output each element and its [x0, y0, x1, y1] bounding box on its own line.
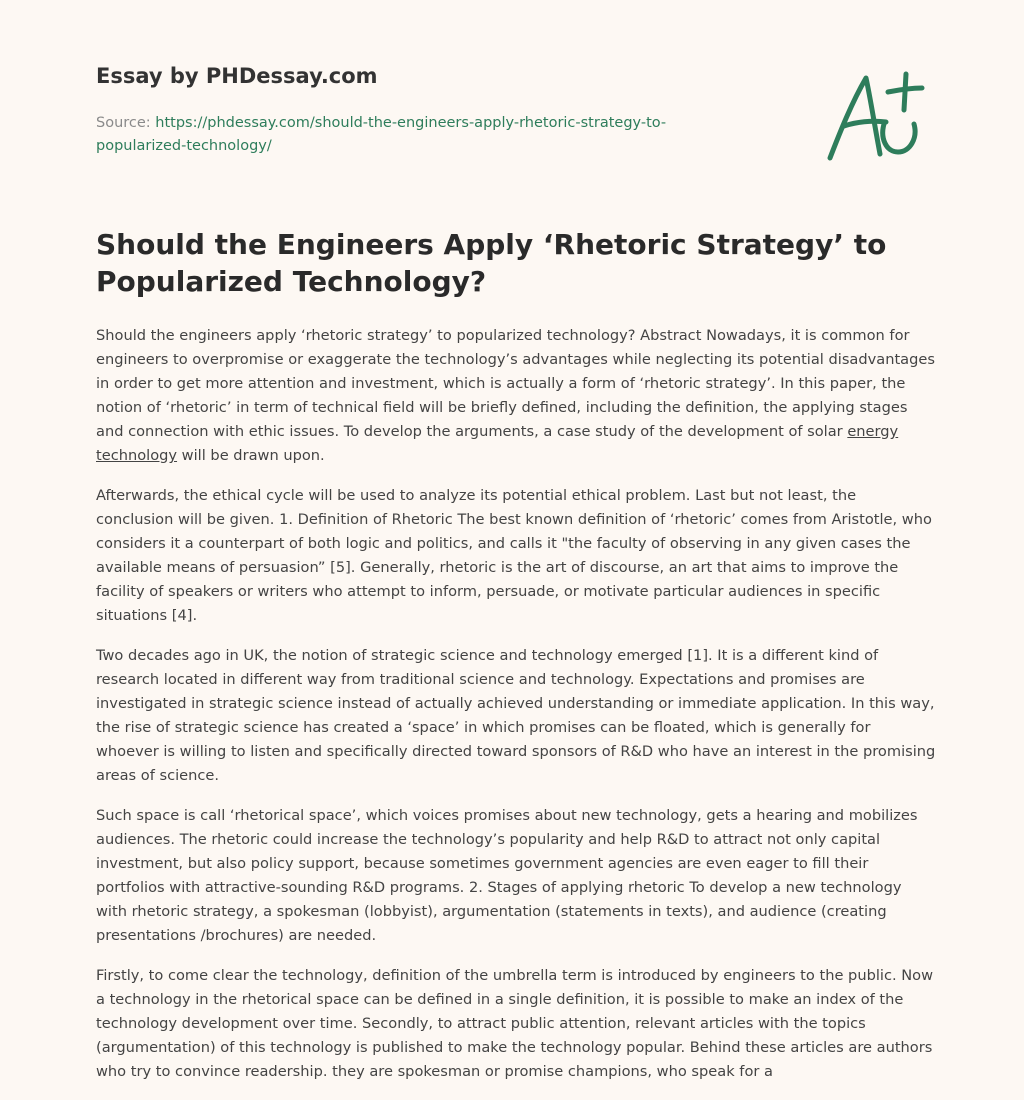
paragraph-5: Firstly, to come clear the technology, definition of the umbrella term is introduced by engineers to the public. Now a technology in the rhetorical space can be defined in a single definition, it is possible to make an index of the technology development over time. Secondly, to attract public attention, relevant articles with the topics (argumentation) of this technology is published to make the technology popular. Behind these articles are authors who try to convince readership. they are spokesman or promise champions, who speak for a — [96, 967, 934, 1080]
paragraph-2: Afterwards, the ethical cycle will be used to analyze its potential ethical problem. Last but not least, the conclusion will be given. 1. Definition of Rhetoric The best known definition of ‘rhetoric’ comes from Aristotle, who considers it a counterpart of both logic and politics, and calls it "the faculty of observing in any given cases the available means of persuasion” [5]. Generally, rhetoric is the art of discourse, an art that aims to improve the facility of speakers or writers who attempt to inform, persuade, or motivate particular audiences in specific situations [4]. — [96, 487, 932, 624]
source-label: Source: — [96, 115, 151, 131]
paragraph-1-text-before: Should the engineers apply ‘rhetoric strategy’ to popularized technology? Abstract Nowadays, it is common for engineers to overpromise or exaggerate the technology’s advantages while neglecting its potential disadvantages in order to get more attention and investment, which is actually a form of ‘rhetoric strategy’. In this paper, the notion of ‘rhetoric’ in term of technical field will be briefly defined, including the definition, the applying stages and connection with ethic issues. To develop the arguments, a case study of the development of solar — [96, 327, 935, 440]
article-body — [96, 324, 936, 1100]
article-title: Should the Engineers Apply ‘Rhetoric Strategy’ to Popularized Technology? — [96, 228, 887, 298]
paragraph-3: Two decades ago in UK, the notion of strategic science and technology emerged [1]. It is a different kind of research located in different way from traditional science and technology. Expectations and promises are investigated in strategic science instead of actually achieved understanding or immediate application. In this way, the rise of strategic science has created a ‘space’ in which promises can be floated, which is generally for whoever is willing to listen and specifically directed toward sponsors of R&D who have an interest in the promising areas of science. — [96, 647, 936, 784]
paragraph-4: Such space is call ‘rhetorical space’, which voices promises about new technology, gets a hearing and mobilizes audiences. The rhetoric could increase the technology’s popularity and help R&D to attract not only capital investment, but also policy support, because sometimes government agencies are even eager to fill their portfolios with attractive-sounding R&D programs. 2. Stages of applying rhetoric To develop a new technology with rhetoric strategy, a spokesman (lobbyist), argumentation (statements in texts), and audience (creating presentations /brochures) are needed. — [96, 807, 918, 944]
energy-technology-link[interactable]: energy technology — [96, 423, 899, 464]
a-plus-grade-icon — [822, 66, 932, 166]
source-link-line-1: https://phdessay.com/should-the-engineers-apply-rhetoric-strategy-to- — [155, 115, 667, 131]
paragraph-1 — [96, 324, 936, 468]
source-link-line-2: popularized-technology/ — [96, 138, 272, 154]
source-line — [96, 112, 716, 158]
source-link[interactable] — [96, 115, 666, 154]
paragraph-1-text-after: will be drawn upon. — [177, 447, 325, 464]
site-brand: Essay by PHDessay.com — [96, 64, 378, 88]
